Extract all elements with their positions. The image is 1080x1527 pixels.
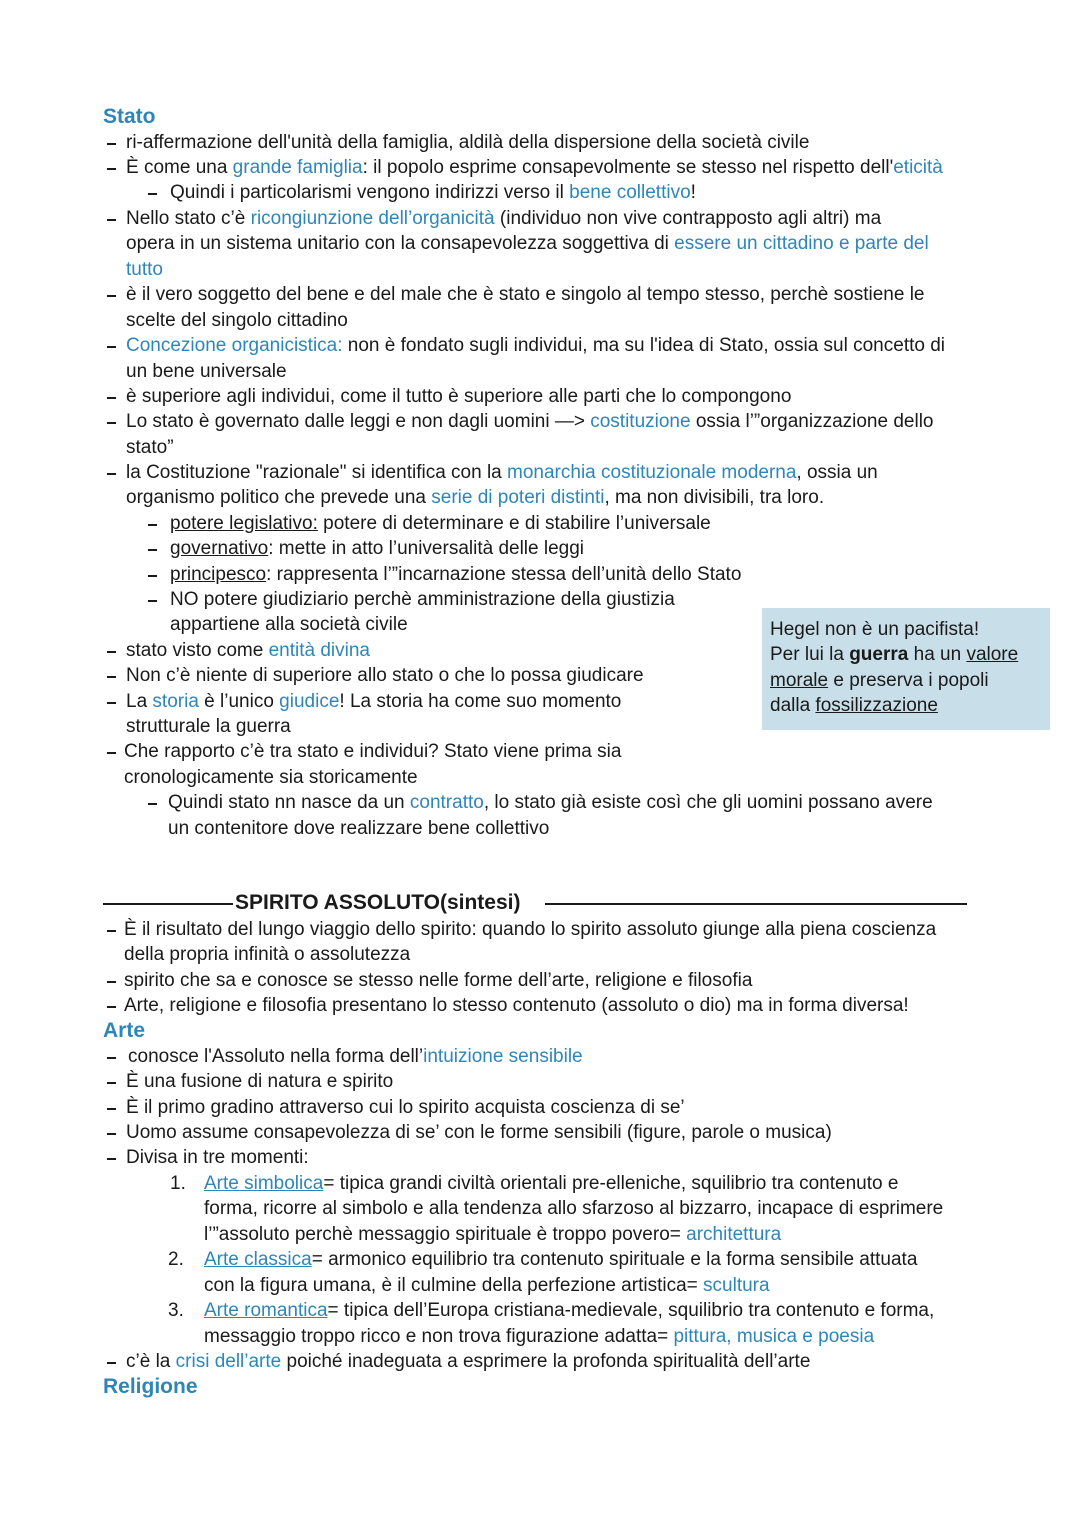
stato-line-15: organismo politico che prevede una serie di poteri distinti, ma non divisibili, tra loro. — [126, 487, 825, 508]
section-heading-arte: Arte — [103, 1019, 146, 1042]
potere-governativo: governativo: mette in atto l’universalità delle leggi — [170, 538, 585, 559]
bullet-dash — [107, 1082, 116, 1084]
stato-line-4: Nello stato c’è ricongiunzione dell’organicità (individuo non vive contrapposto agli altri) ma — [126, 208, 882, 229]
stato-line-1: ri-affermazione dell'unità della famiglia, aldilà della dispersione della società civile — [126, 132, 810, 153]
arte-romantica-line-2: messaggio troppo ricco e non trova figurazione adatta= pittura, musica e poesia — [204, 1326, 875, 1347]
bullet-dash — [107, 143, 116, 145]
arte-line-2: È una fusione di natura e spirito — [126, 1071, 394, 1092]
bullet-dash — [107, 473, 116, 475]
arte-classica-line-2: con la figura umana, è il culmine della perfezione artistica= scultura — [204, 1275, 770, 1296]
spirito-line-4: Arte, religione e filosofia presentano lo stesso contenuto (assoluto o dio) ma in forma diversa! — [124, 995, 909, 1016]
stato-line-22: Quindi stato nn nasce da un contratto, lo stato già esiste così che gli uomini possano avere — [168, 792, 933, 813]
spirito-line-3: spirito che sa e conosce se stesso nelle forme dell’arte, religione e filosofia — [124, 970, 753, 991]
stato-line-3: Quindi i particolarismi vengono indirizzi verso il bene collettivo! — [170, 182, 696, 203]
stato-line-17: Non c’è niente di superiore allo stato o che lo possa giudicare — [126, 665, 644, 686]
bullet-dash — [107, 346, 116, 348]
section-heading-stato: Stato — [103, 105, 156, 128]
bullet-dash — [107, 651, 116, 653]
bullet-dash — [107, 702, 116, 704]
arte-line-5: Divisa in tre momenti: — [126, 1147, 309, 1168]
stato-line-23: un contenitore dove realizzare bene collettivo — [168, 818, 550, 839]
potere-giudiziario: NO potere giudiziario perchè amministrazione della giustizia — [170, 589, 675, 610]
bullet-dash — [107, 752, 116, 754]
stato-line-9: Concezione organicistica: non è fondato sugli individui, ma su l'idea di Stato, ossia sul concetto di — [126, 335, 946, 356]
potere-principesco: principesco: rappresenta l’”incarnazione stessa dell’unità dello Stato — [170, 564, 742, 585]
callout-hegel-guerra — [762, 608, 1050, 730]
stato-line-13: stato” — [126, 437, 174, 458]
bullet-dash — [148, 803, 157, 805]
stato-line-14: la Costituzione "razionale" si identifica con la monarchia costituzionale moderna, ossia un — [126, 462, 878, 483]
section-title-spirito-assoluto: SPIRITO ASSOLUTO(sintesi) — [235, 891, 521, 914]
arte-line-1: conosce l'Assoluto nella forma dell’intuizione sensibile — [128, 1046, 583, 1067]
spirito-line-2: della propria infinità o assolutezza — [124, 944, 411, 965]
list-number: 2. — [168, 1249, 184, 1270]
stato-line-6: tutto — [126, 259, 163, 280]
bullet-dash — [148, 524, 157, 526]
bullet-dash — [107, 1108, 116, 1110]
stato-line-21: cronologicamente sia storicamente — [124, 767, 418, 788]
bullet-dash — [148, 575, 157, 577]
bullet-dash — [148, 600, 157, 602]
arte-romantica-line-1: Arte romantica= tipica dell’Europa cristiana-medievale, squilibrio tra contenuto e forma, — [204, 1300, 935, 1321]
stato-line-7: è il vero soggetto del bene e del male che è stato e singolo al tempo stesso, perchè sostiene le — [126, 284, 925, 305]
bullet-dash — [107, 1362, 116, 1364]
arte-classica-line-1: Arte classica= armonico equilibrio tra contenuto spirituale e la forma sensibile attuata — [204, 1249, 918, 1270]
bullet-dash — [107, 676, 116, 678]
potere-legislativo: potere legislativo: potere di determinare e di stabilire l’universale — [170, 513, 711, 534]
stato-line-20: Che rapporto c’è tra stato e individui? Stato viene prima sia — [124, 741, 622, 762]
arte-simbolica-line-3: l’”assoluto perchè messaggio spirituale è troppo povero= architettura — [204, 1224, 782, 1245]
callout-line-3: morale e preserva i popoli — [770, 669, 989, 691]
bullet-dash — [148, 549, 157, 551]
stato-line-10: un bene universale — [126, 361, 287, 382]
stato-line-12: Lo stato è governato dalle leggi e non dagli uomini —> costituzione ossia l’”organizzazione dello — [126, 411, 934, 432]
bullet-dash — [107, 168, 116, 170]
bullet-dash — [148, 193, 157, 195]
arte-simbolica-line-2: forma, ricorre al simbolo e alla tendenza allo sfarzoso al bizzarro, incapace di esprimere — [204, 1198, 944, 1219]
divider-left — [103, 903, 233, 905]
stato-line-18: La storia è l’unico giudice! La storia ha come suo momento — [126, 691, 622, 712]
bullet-dash — [107, 1133, 116, 1135]
bullet-dash — [107, 422, 116, 424]
stato-line-5: opera in un sistema unitario con la consapevolezza soggettiva di essere un cittadino e parte del — [126, 233, 929, 254]
bullet-dash — [107, 219, 116, 221]
bullet-dash — [107, 1158, 116, 1160]
bullet-dash — [107, 981, 116, 983]
stato-line-2: È come una grande famiglia: il popolo esprime consapevolmente se stesso nel rispetto dell'eticità — [126, 157, 943, 178]
spirito-line-1: È il risultato del lungo viaggio dello spirito: quando lo spirito assoluto giunge alla piena coscienza — [124, 919, 937, 940]
list-number: 1. — [170, 1173, 186, 1194]
bullet-dash — [107, 397, 116, 399]
arte-line-4: Uomo assume consapevolezza di se’ con le forme sensibili (figure, parole o musica) — [126, 1122, 832, 1143]
stato-line-19: strutturale la guerra — [126, 716, 291, 737]
stato-line-11: è superiore agli individui, come il tutto è superiore alle parti che lo compongono — [126, 386, 792, 407]
arte-line-3: È il primo gradino attraverso cui lo spirito acquista coscienza di se’ — [126, 1097, 685, 1118]
stato-line-16: stato visto come entità divina — [126, 640, 370, 661]
section-heading-religione: Religione — [103, 1375, 198, 1398]
bullet-dash — [107, 1006, 116, 1008]
callout-line-1: Hegel non è un pacifista! — [770, 619, 980, 640]
bullet-dash — [107, 1057, 116, 1059]
divider-right — [545, 903, 967, 905]
stato-line-8: scelte del singolo cittadino — [126, 310, 348, 331]
potere-giudiziario-cont: appartiene alla società civile — [170, 614, 408, 635]
list-number: 3. — [168, 1300, 184, 1321]
bullet-dash — [107, 295, 116, 297]
bullet-dash — [107, 930, 116, 932]
arte-line-6: c’è la crisi dell’arte poiché inadeguata a esprimere la profonda spiritualità dell’arte — [126, 1351, 811, 1372]
arte-simbolica-line-1: Arte simbolica= tipica grandi civiltà orientali pre-elleniche, squilibrio tra contenuto e — [204, 1173, 899, 1194]
callout-line-4: dalla fossilizzazione — [770, 695, 938, 717]
callout-line-2: Per lui la guerra ha un valore — [770, 644, 1019, 666]
